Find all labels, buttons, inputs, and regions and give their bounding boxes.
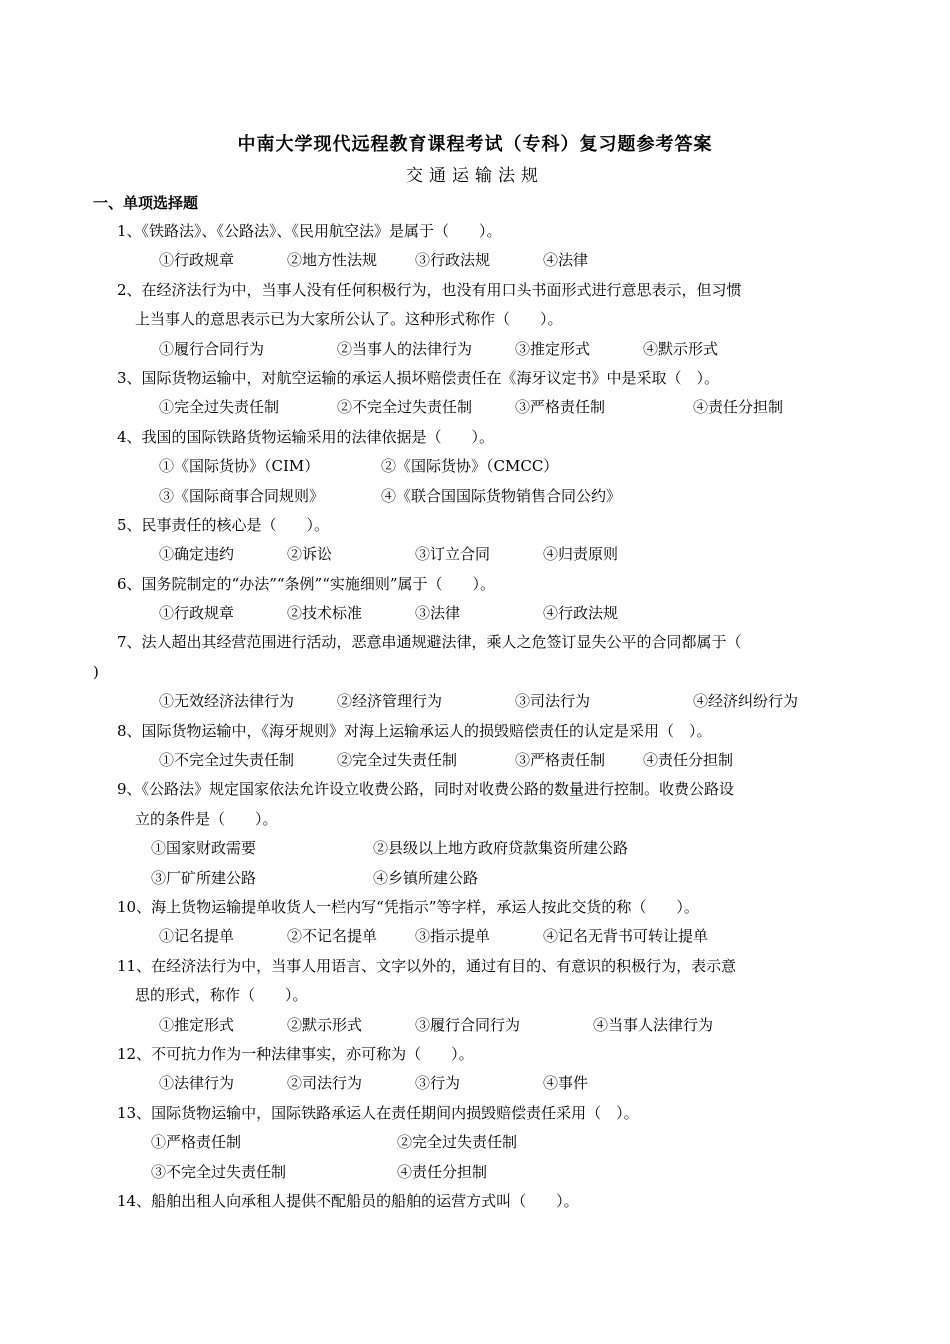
section-heading: 一、单项选择题: [93, 194, 199, 212]
document-title: 中南大学现代远程教育课程考试（专科）复习题参考答案: [237, 134, 713, 155]
question-text: 4、我国的国际铁路货物运输采用的法律依据是（ ）。: [117, 427, 495, 446]
answer-option: ④法律: [543, 251, 589, 270]
question-14: [93, 1187, 853, 1216]
question-5: [93, 511, 853, 570]
answer-option: ①不完全过失责任制: [159, 751, 295, 770]
answer-option: ④归责原则: [543, 545, 619, 564]
question-6: [93, 570, 853, 629]
question-11: [93, 952, 853, 1040]
answer-option: ①《国际货协》（CIM）: [159, 457, 320, 476]
option-row: [93, 482, 853, 511]
answer-option: ②完全过失责任制: [337, 751, 458, 770]
answer-option: ①国家财政需要: [151, 839, 257, 858]
answer-option: ③司法行为: [515, 692, 591, 711]
question-7: [93, 628, 853, 716]
option-row: [93, 599, 853, 628]
question-text: 立的条件是（ ）。: [135, 809, 278, 828]
option-row: [93, 1069, 853, 1098]
question-1: [93, 217, 853, 276]
answer-option: ②地方性法规: [287, 251, 378, 270]
question-10: [93, 893, 853, 952]
question-text: 思的形式，称作（ ）。: [135, 986, 308, 1005]
answer-option: ④记名无背书可转让提单: [543, 927, 709, 946]
option-row: [93, 1011, 853, 1040]
question-text: 13、国际货物运输中，国际铁路承运人在责任期间内损毁赔偿责任采用（ ）。: [117, 1103, 639, 1122]
option-row: [93, 335, 853, 364]
question-list: [93, 217, 853, 1216]
option-row: [93, 393, 853, 422]
answer-option: ②经济管理行为: [337, 692, 443, 711]
answer-option: ④乡镇所建公路: [373, 868, 479, 887]
question-text: 7、法人超出其经营范围进行活动，恶意串通规避法律，乘人之危签订显失公平的合同都属于（: [117, 633, 742, 652]
answer-option: ④默示形式: [643, 339, 719, 358]
question-4: [93, 423, 853, 511]
answer-option: ②默示形式: [287, 1015, 363, 1034]
answer-option: ③行政法规: [415, 251, 491, 270]
question-9: [93, 775, 853, 893]
option-row: [93, 746, 853, 775]
question-text: 9、《公路法》规定国家依法允许设立收费公路，同时对收费公路的数量进行控制。收费公路设: [117, 780, 735, 799]
answer-option: ③行为: [415, 1074, 461, 1093]
answer-option: ①推定形式: [159, 1015, 235, 1034]
answer-option: ③厂矿所建公路: [151, 868, 257, 887]
answer-option: ①记名提单: [159, 927, 235, 946]
question-text: 11、在经济法行为中，当事人用语言、文字以外的，通过有目的、有意识的积极行为，表示意: [117, 956, 737, 975]
option-row: [93, 1128, 853, 1157]
question-text: 1、《铁路法》、《公路法》、《民用航空法》是属于（ ）。: [117, 222, 502, 240]
answer-option: ①履行合同行为: [159, 339, 265, 358]
question-2: [93, 276, 853, 364]
question-12: [93, 1040, 853, 1099]
question-8: [93, 717, 853, 776]
answer-option: ②县级以上地方政府贷款集资所建公路: [373, 839, 629, 858]
answer-option: ②不完全过失责任制: [337, 398, 473, 417]
answer-option: ③严格责任制: [515, 751, 606, 770]
answer-option: ④行政法规: [543, 604, 619, 623]
question-text: 8、国际货物运输中，《海牙规则》对海上运输承运人的损毁赔偿责任的认定是采用（ ）。: [117, 721, 712, 740]
option-row: [93, 834, 853, 863]
question-text: 上当事人的意思表示已为大家所公认了。这种形式称作（ ）。: [135, 310, 563, 329]
answer-option: ②诉讼: [287, 545, 333, 564]
answer-option: ①行政规章: [159, 251, 235, 270]
answer-option: ①确定违约: [159, 545, 235, 564]
answer-option: ①法律行为: [159, 1074, 235, 1093]
question-text: 10、海上货物运输提单收货人一栏内写“凭指示”等字样，承运人按此交货的称（ ）。: [117, 897, 699, 916]
answer-option: ④经济纠纷行为: [693, 692, 799, 711]
answer-option: ③指示提单: [415, 927, 491, 946]
answer-option: ②司法行为: [287, 1074, 363, 1093]
answer-option: ④责任分担制: [397, 1162, 488, 1181]
answer-option: ③订立合同: [415, 545, 491, 564]
question-text: 6、国务院制定的“办法”“条例”“实施细则”属于（ ）。: [117, 574, 496, 593]
question-text: 2、在经济法行为中，当事人没有任何积极行为，也没有用口头书面形式进行意思表示，但习惯: [117, 280, 742, 299]
option-row: [93, 540, 853, 569]
answer-option: ③推定形式: [515, 339, 591, 358]
answer-option: ②当事人的法律行为: [337, 339, 473, 358]
question-text: 12、不可抗力作为一种法律事实，亦可称为（ ）。: [117, 1044, 474, 1063]
answer-option: ④责任分担制: [693, 398, 784, 417]
answer-option: ①完全过失责任制: [159, 398, 280, 417]
answer-option: ④责任分担制: [643, 751, 734, 770]
answer-option: ④当事人法律行为: [593, 1015, 714, 1034]
option-row: [93, 864, 853, 893]
answer-option: ①行政规章: [159, 604, 235, 623]
question-13: [93, 1099, 853, 1187]
question-text: ): [93, 662, 99, 681]
answer-option: ②不记名提单: [287, 927, 378, 946]
option-row: [93, 1158, 853, 1187]
question-text: 3、国际货物运输中，对航空运输的承运人损坏赔偿责任在《海牙议定书》中是采取（ ）。: [117, 368, 720, 387]
document-subtitle: 交通运输法规: [406, 166, 544, 186]
option-row: [93, 922, 853, 951]
answer-option: ④事件: [543, 1074, 589, 1093]
answer-option: ①严格责任制: [151, 1133, 242, 1152]
answer-option: ③严格责任制: [515, 398, 606, 417]
answer-option: ③履行合同行为: [415, 1015, 521, 1034]
option-row: [93, 452, 853, 481]
option-row: [93, 687, 853, 716]
answer-option: ②完全过失责任制: [397, 1133, 518, 1152]
question-text: 14、船舶出租人向承租人提供不配船员的船舶的运营方式叫（ ）。: [117, 1191, 579, 1210]
option-row: [93, 246, 853, 275]
question-3: [93, 364, 853, 423]
answer-option: ②技术标准: [287, 604, 363, 623]
answer-option: ③法律: [415, 604, 461, 623]
answer-option: ③不完全过失责任制: [151, 1162, 287, 1181]
answer-option: ④《联合国国际货物销售合同公约》: [381, 486, 622, 505]
answer-option: ①无效经济法律行为: [159, 692, 295, 711]
answer-option: ③《国际商事合同规则》: [159, 486, 325, 505]
answer-option: ②《国际货协》（CMCC）: [381, 457, 559, 476]
question-text: 5、民事责任的核心是（ ）。: [117, 515, 330, 534]
